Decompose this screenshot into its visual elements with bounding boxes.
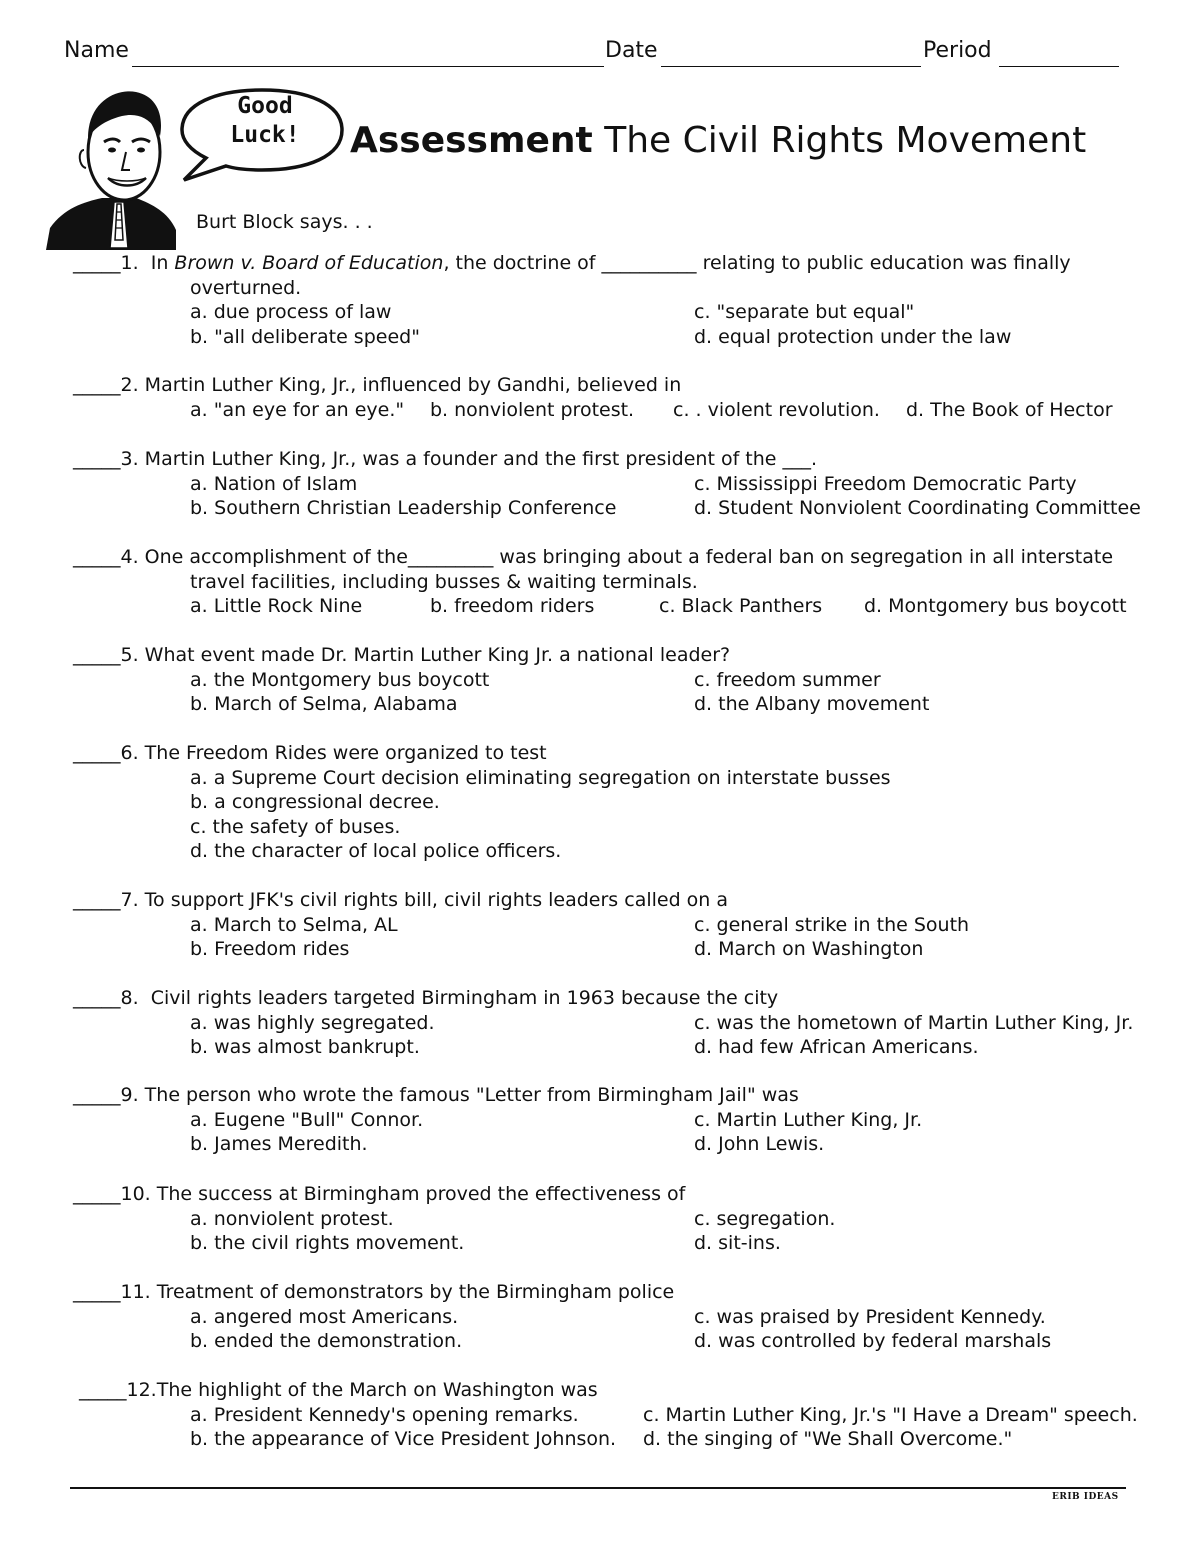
answer-blank[interactable]: _____8. (73, 987, 139, 1009)
date-field[interactable] (661, 66, 921, 67)
question-stem (73, 251, 1071, 276)
question-stem (73, 986, 778, 1011)
stem-text: Martin Luther King, Jr., influenced by Gandhi, believed in (138, 374, 682, 396)
answer-blank[interactable]: _____12. (79, 1379, 157, 1401)
option-c[interactable]: c. Martin Luther King, Jr.'s "I Have a Dream" speech. (643, 1403, 1138, 1426)
stem-text: In (138, 252, 175, 274)
option-c[interactable]: c. Mississippi Freedom Democratic Party (694, 472, 1077, 495)
name-label: Name (64, 38, 129, 63)
period-field[interactable] (999, 66, 1119, 67)
answer-blank[interactable]: _____7. (73, 889, 139, 911)
option-d[interactable]: d. equal protection under the law (694, 325, 1012, 348)
publisher-logo: ERIB IDEAS (1052, 1492, 1119, 1502)
speech-bubble-text (210, 92, 320, 150)
stem-text: One accomplishment of the_________ was bringing about a federal ban on segregation in all interstate (138, 546, 1114, 568)
bubble-line-1: Good (237, 93, 293, 119)
speaker-caption: Burt Block says. . . (196, 211, 373, 233)
name-field[interactable] (132, 66, 604, 67)
option-c[interactable]: c. segregation. (694, 1207, 836, 1230)
option-a[interactable]: a. March to Selma, AL (190, 913, 398, 936)
option-d[interactable]: d. the singing of "We Shall Overcome." (643, 1428, 1013, 1450)
option-d[interactable]: d. March on Washington (694, 938, 924, 960)
answer-blank[interactable]: _____1. (73, 252, 139, 274)
option-d[interactable]: d. was controlled by federal marshals (694, 1330, 1052, 1352)
bubble-line-2: Luck! (230, 122, 300, 148)
question-stem (73, 1182, 685, 1207)
option-c[interactable]: c. was praised by President Kennedy. (694, 1305, 1046, 1328)
option-a[interactable]: a. President Kennedy's opening remarks. (190, 1403, 579, 1426)
stem-continuation: overturned. (190, 276, 302, 299)
option-c[interactable]: c. general strike in the South (694, 913, 970, 936)
option-a[interactable]: a. "an eye for an eye." (190, 398, 405, 421)
option-b[interactable]: b. a congressional decree. (190, 791, 440, 813)
option-a[interactable]: a. nonviolent protest. (190, 1207, 394, 1230)
question-stem (73, 1083, 799, 1108)
option-a[interactable]: a. a Supreme Court decision eliminating segregation on interstate busses (190, 766, 891, 789)
stem-text: The highlight of the March on Washington was (156, 1379, 598, 1401)
stem-text: To support JFK's civil rights bill, civil rights leaders called on a (138, 889, 729, 911)
period-label: Period (923, 38, 992, 63)
stem-text: The person who wrote the famous "Letter from Birmingham Jail" was (138, 1084, 799, 1106)
question-stem (73, 741, 547, 766)
option-a[interactable]: a. the Montgomery bus boycott (190, 668, 490, 691)
option-b[interactable]: b. the civil rights movement. (190, 1232, 465, 1254)
question-stem (73, 545, 1113, 570)
answer-blank[interactable]: _____3. (73, 448, 139, 470)
option-d[interactable]: d. Student Nonviolent Coordinating Committee (694, 497, 1141, 519)
option-a[interactable]: a. angered most Americans. (190, 1305, 459, 1328)
option-a[interactable]: a. Nation of Islam (190, 472, 358, 495)
option-a[interactable]: a. was highly segregated. (190, 1011, 435, 1034)
option-a[interactable]: a. Little Rock Nine (190, 595, 363, 617)
option-d[interactable]: d. the Albany movement (694, 693, 930, 715)
answer-blank[interactable]: _____10. (73, 1183, 151, 1205)
stem-text: The Freedom Rides were organized to test (138, 742, 547, 764)
case-name: Brown v. Board of Education (174, 252, 444, 274)
option-b[interactable]: b. was almost bankrupt. (190, 1036, 420, 1058)
option-d[interactable]: d. the character of local police officers. (190, 840, 562, 862)
question-stem (73, 643, 730, 668)
question-stem (73, 888, 728, 913)
option-c[interactable]: c. the safety of buses. (190, 815, 401, 838)
option-b[interactable]: b. "all deliberate speed" (190, 325, 420, 348)
stem-text: Martin Luther King, Jr., was a founder and the first president of the ___. (138, 448, 818, 470)
option-b[interactable]: b. ended the demonstration. (190, 1330, 463, 1352)
answer-blank[interactable]: _____9. (73, 1084, 139, 1106)
option-b[interactable]: b. nonviolent protest. (430, 398, 635, 421)
stem-text: What event made Dr. Martin Luther King Jr. a national leader? (138, 644, 731, 666)
answer-blank[interactable]: _____11. (73, 1281, 151, 1303)
stem-text: Treatment of demonstrators by the Birmingham police (150, 1281, 675, 1303)
answer-blank[interactable]: _____2. (73, 374, 139, 396)
option-c[interactable]: c. freedom summer (694, 668, 881, 691)
option-d[interactable]: d. had few African Americans. (694, 1036, 979, 1058)
option-b[interactable]: b. freedom riders (430, 595, 595, 617)
question-stem (73, 373, 681, 398)
option-b[interactable]: b. Southern Christian Leadership Conference (190, 497, 617, 519)
stem-continuation: travel facilities, including busses & waiting terminals. (190, 570, 698, 593)
option-b[interactable]: b. James Meredith. (190, 1133, 368, 1155)
answer-blank[interactable]: _____6. (73, 742, 139, 764)
stem-text: , the doctrine of __________ relating to public education was finally (443, 252, 1071, 274)
option-b[interactable]: b. the appearance of Vice President Johnson. (190, 1428, 617, 1450)
question-stem (79, 1378, 598, 1403)
option-d[interactable]: d. sit-ins. (694, 1232, 781, 1254)
option-d[interactable]: d. Montgomery bus boycott (864, 595, 1127, 617)
burt-block-illustration (44, 80, 179, 250)
question-stem (73, 1280, 674, 1305)
stem-text: The success at Birmingham proved the effectiveness of (150, 1183, 686, 1205)
option-a[interactable]: a. due process of law (190, 301, 392, 323)
student-info-line (64, 38, 1120, 70)
title-bold: Assessment (350, 120, 593, 161)
question-stem (73, 447, 817, 472)
date-label: Date (605, 38, 658, 63)
option-c[interactable]: c. was the hometown of Martin Luther King, Jr. (694, 1011, 1134, 1034)
stem-text: Civil rights leaders targeted Birmingham in 1963 because the city (138, 987, 779, 1009)
title-rest: The Civil Rights Movement (592, 120, 1087, 161)
option-a[interactable]: a. Eugene "Bull" Connor. (190, 1108, 424, 1131)
footer-divider (70, 1487, 1126, 1489)
option-d[interactable]: d. John Lewis. (694, 1133, 825, 1155)
option-b[interactable]: b. Freedom rides (190, 938, 350, 960)
answer-blank[interactable]: _____4. (73, 546, 139, 568)
option-c[interactable]: c. Martin Luther King, Jr. (694, 1108, 923, 1131)
option-c[interactable]: c. "separate but equal" (694, 301, 915, 323)
option-b[interactable]: b. March of Selma, Alabama (190, 693, 458, 715)
page-title (350, 120, 1086, 161)
answer-blank[interactable]: _____5. (73, 644, 139, 666)
option-c[interactable]: c. . violent revolution. (673, 398, 880, 421)
option-d[interactable]: d. The Book of Hector (906, 398, 1113, 421)
option-c[interactable]: c. Black Panthers (659, 595, 823, 617)
